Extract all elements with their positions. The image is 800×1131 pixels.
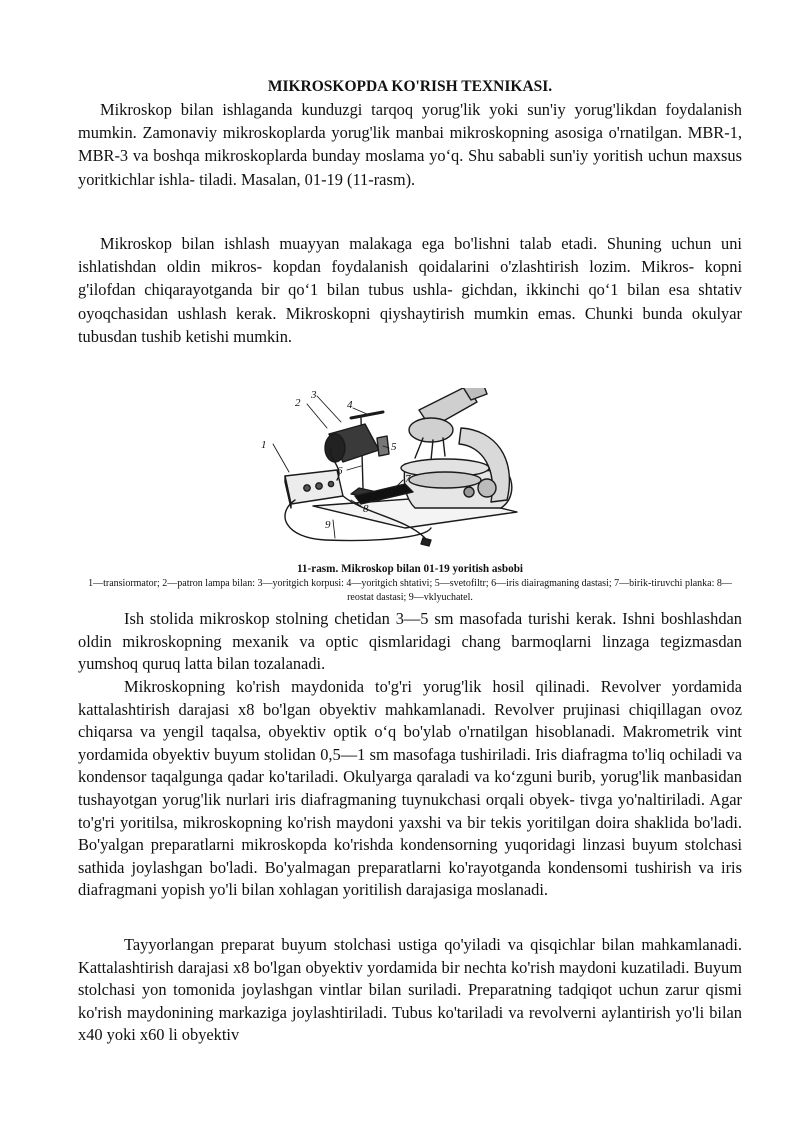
figure-label-2: 2 <box>295 397 301 409</box>
figure-label-9: 9 <box>325 519 331 531</box>
figure-label-3: 3 <box>311 389 317 401</box>
figure-label-1: 1 <box>261 439 267 451</box>
paragraph-handling: Mikroskop bilan ishlash muayyan malakaga ega bo'lishni talab etadi. Shuning uchun uni ishlatishdan oldin mikros- kopdan foydalanish qoidalarini o'zlashtirish lozim. Mikros- kopni g'ilofdan chiqarayotganda bir qo‘1 bilan tubus ushla- gichdan, ikkinchi qo‘1 bilan esa shtativ oyoqchasidan ushlash kerak. Mikroskopni qiyshaytirish mumkin emas. Chunki bunda okulyar tubusdan tushib ketishi mumkin. <box>78 234 742 346</box>
figure-label-6: 6 <box>337 465 343 477</box>
figure-label-8: 8 <box>363 503 369 515</box>
paragraph-intro: Mikroskop bilan ishlaganda kunduzgi tarqoq yorug'lik yoki sun'iy yorug'likdan foydalanish mumkin. Zamonaviy mikroskoplarda yorug'lik manbai mikroskopning asosiga o'rnatilgan. MBR-1, MBR-3 va boshqa mikroskoplarda bunday moslama yo‘q. Shu sababli sun'iy yoritish uchun maxsus yoritkichlar ishla- tiladi. Masalan, 01-19 (11-rasm). <box>78 100 742 189</box>
figure-label-7: 7 <box>405 473 411 485</box>
paragraph-lighting: Mikroskopning ko'rish maydonida to'g'ri yorug'lik hosil qilinadi. Revolver yordamida kattalashtirish darajasi x8 bo'lgan obyektiv mahkamlanadi. Revolver prujinasi chiqillagan ovoz chiqarsa va yengil taqalsa, obyektiv optik o‘q bo'ylab o'rnatilgan hisoblanadi. Makrometrik vint yordamida obyektiv buyum stolidan 0,5—1 sm masofaga tushiriladi. Iris diafragma to'liq ochiladi va kondensor taqalgunga qadar ko'tariladi. Okulyarga qaraladi va ko‘zguni burib, yorug'lik manbasidan tushayotgan yorug'lik nurlari iris diafragmaning tuynukchasi orqali obyek- tivga yo'naltiriladi. Agar to'g'ri yoritilsa, mikroskopning ko'rish maydoni yaxshi va bir tekis yoritilgan doira shaklida bo'ladi. Bo'yalgan preparatlarni mikroskopda ko'rishda kondensorning yuqoridagi linzasi buyum stolchasi sathida joylashgan bo'ladi. Bo'yalmagan preparatlarni ko'rayotganda kondensomi tushirish va iris diafragmani yopish yo'li bilan xohlagan yoritilish darajasiga moslanadi. <box>78 677 742 900</box>
paragraph-preparation: Tayyorlangan preparat buyum stolchasi ustiga qo'yiladi va qisqichlar bilan mahkamlanadi. Kattalashtirish darajasi x8 bo'lgan obyektiv yordamida bir nechta ko'rish maydoni kuzatiladi. Buyum stolchasi yon tomonida joylashgan vintlar bilan suriladi. Preparatning tadqiqot uchun zarur qismi ko'rish maydonining markaziga joylashtiriladi. Tubus ko'tariladi va revolverni aylantirish yo'li bilan x40 yoki x60 li obyektiv <box>78 935 742 1045</box>
microscope-illuminator-figure <box>255 388 555 554</box>
figure-caption-title: 11-rasm. Mikroskop bilan 01-19 yoritish asbobi <box>296 563 524 575</box>
figure-label-4: 4 <box>347 399 353 411</box>
figure-caption-text: 1—transiormator; 2—patron lampa bilan: 3—yoritgich korpusi: 4—yoritgich shtativi; 5—svetofiltr; 6—iris diairagmaning dastasi; 7—birik-tiruvchi planka: 8—reostat dastasi; 9—vklyuchatel. <box>88 578 732 603</box>
paragraph-placement: Ish stolida mikroskop stolning chetidan 3—5 sm masofada turishi kerak. Ishni boshlashdan oldin mikroskopning mexanik va optic qismlaridagi chang barmoqlarni linzaga tegizmasdan yumshoq quruq latta bilan tozalanadi. <box>78 609 742 674</box>
figure-label-5: 5 <box>391 441 397 453</box>
page-title: MIKROSKOPDA KO'RISH TEXNIKASI. <box>267 78 553 95</box>
